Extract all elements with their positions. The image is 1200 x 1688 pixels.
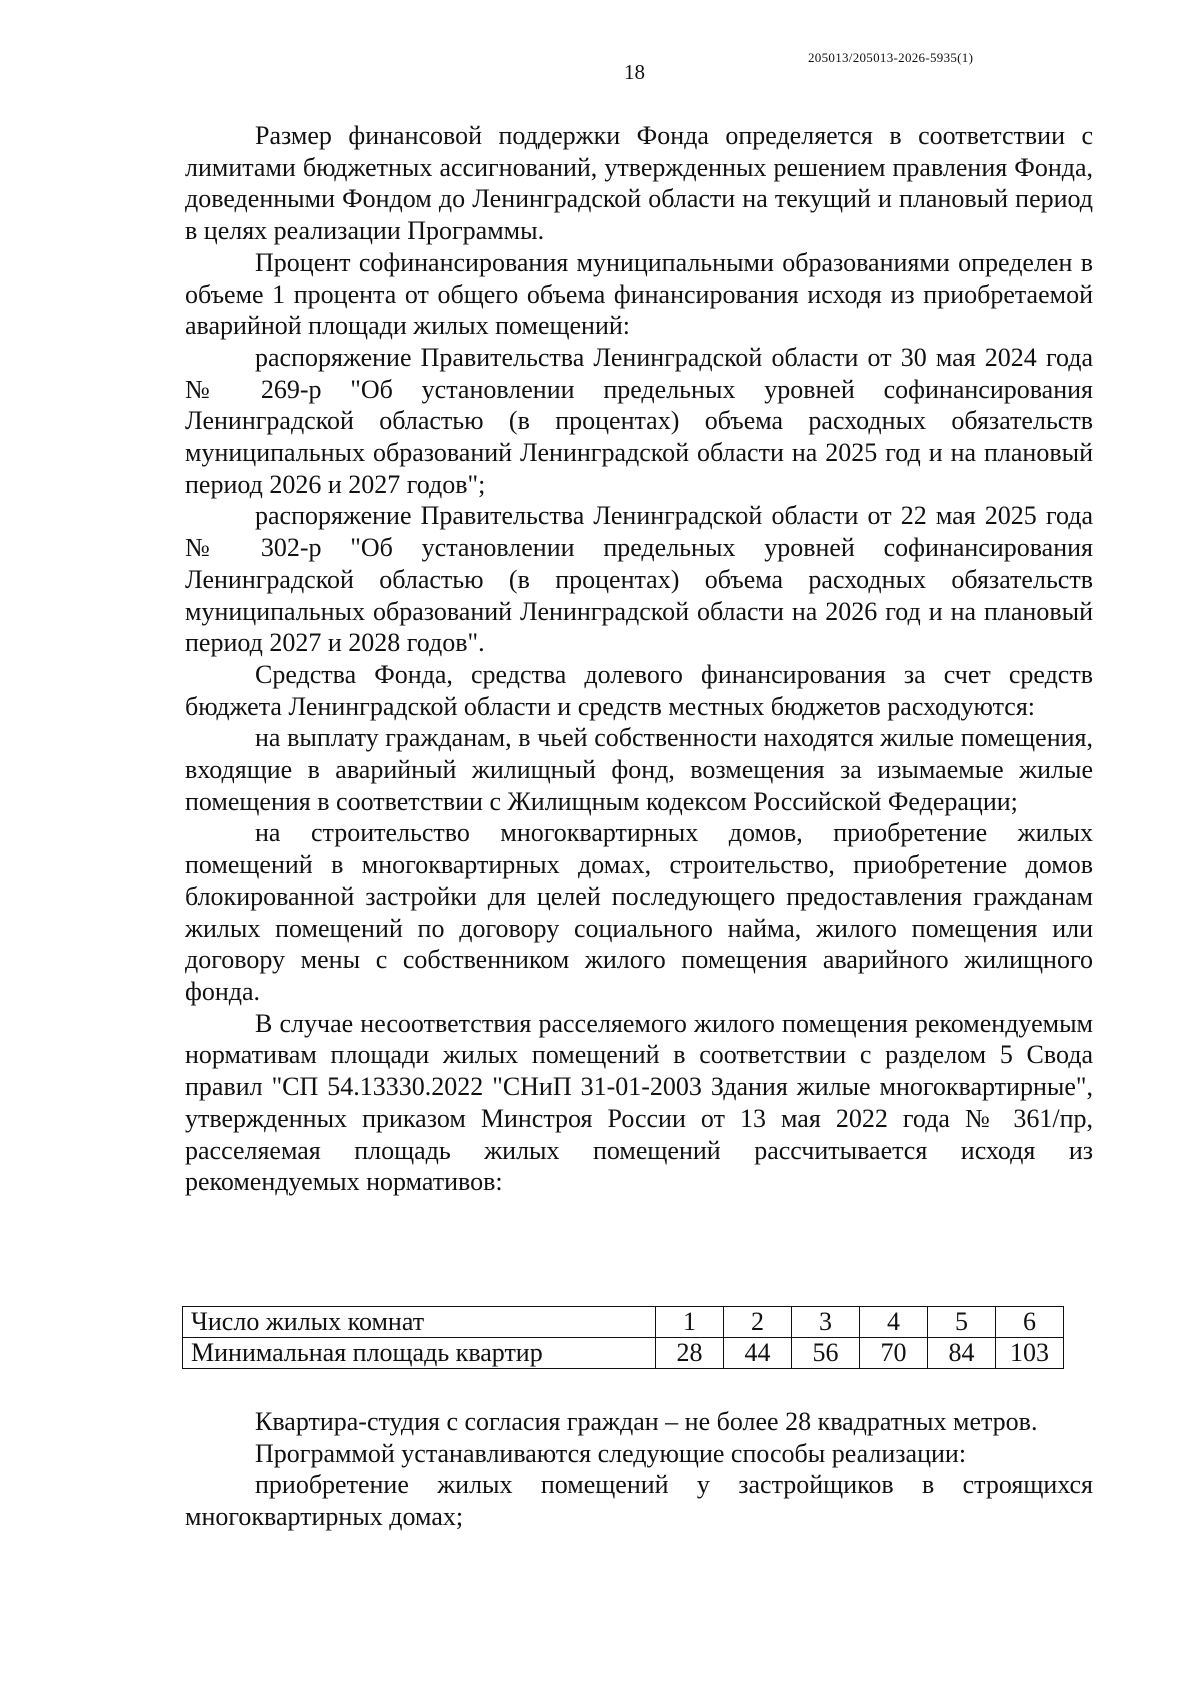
paragraph-order-2025: распоряжение Правительства Ленинградской области от 22 мая 2025 года № 302-р "Об установлении предельных уровней софинансирования Ленинградской областью (в процентах) объема расходных обязательств муниципальных образований Ленинградской области на 2026 год и на плановый период 2027 и 2028 годов". (185, 501, 1093, 658)
paragraph-fund-support: Размер финансовой поддержки Фонда определяется в соответствии с лимитами бюджетных ассигнований, утвержденных решением правления Фонда, доведенными Фондом до Ленинградской области на текущий и плановый период в целях реализации Программы. (185, 121, 1093, 246)
table-cell-rooms: 1 (656, 1307, 724, 1338)
paragraph-construction: на строительство многоквартирных домов, приобретение жилых помещений в многоквартирных домах, строительство, приобретение домов блокированной застройки для целей последующего предоставления гражданам жилых помещений по договору социального найма, жилого помещения или договору мены с собственником жилого помещения аварийного жилищного фонда. (185, 818, 1093, 1006)
table-cell-area: 70 (860, 1338, 928, 1369)
table-cell-area: 103 (996, 1338, 1064, 1369)
table-cell-rooms-label: Число жилых комнат (183, 1307, 656, 1338)
paragraph-compensation: на выплату гражданам, в чьей собственности находятся жилые помещения, входящие в аварийный жилищный фонд, возмещения за изымаемые жилые помещения в соответствии с Жилищным кодексом Российской Федерации; (185, 723, 1093, 816)
paragraph-order-2024: распоряжение Правительства Ленинградской области от 30 мая 2024 года № 269-р "Об установлении предельных уровней софинансирования Ленинградской областью (в процентах) объема расходных обязательств муниципальных образований Ленинградской области на 2025 год и на плановый период 2026 и 2027 годов"; (185, 342, 1093, 499)
table-cell-rooms: 2 (724, 1307, 792, 1338)
table-cell-area-label: Минимальная площадь квартир (183, 1338, 656, 1369)
table-cell-rooms: 3 (792, 1307, 860, 1338)
table-cell-rooms: 5 (928, 1307, 996, 1338)
table-cell-area: 84 (928, 1338, 996, 1369)
paragraph-cofinancing-percent: Процент софинансирования муниципальными образованиями определен в объеме 1 процента от общего объема финансирования исходя из приобретаемой аварийной площади жилых помещений: (185, 247, 1093, 341)
table-cell-area: 56 (792, 1338, 860, 1369)
table-cell-area: 44 (724, 1338, 792, 1369)
paragraph-implementation-methods: Программой устанавливаются следующие способы реализации: (255, 1438, 967, 1468)
table-row-min-area (183, 1338, 1064, 1369)
paragraph-purchase-from-developers: приобретение жилых помещений у застройщиков в строящихся многоквартирных домах; (185, 1470, 1093, 1532)
area-norms-table (182, 1306, 1064, 1369)
paragraph-area-norms: В случае несоответствия расселяемого жилого помещения рекомендуемым нормативам площади жилых помещений в соответствии с разделом 5 Свода правил "СП 54.13330.2022 "СНиП 31-01-2003 Здания жилые многоквартирные", утвержденных приказом Минстроя России от 13 мая 2022 года № 361/пр, расселяемая площадь жилых помещений рассчитывается исходя из рекомендуемых нормативов: (185, 1008, 1093, 1197)
document-registration-number: 205013/205013-2026-5935(1) (808, 50, 974, 65)
document-body (185, 120, 1093, 1198)
table-cell-area: 28 (656, 1338, 724, 1369)
table-cell-rooms: 4 (860, 1307, 928, 1338)
paragraph-fund-spending: Средства Фонда, средства долевого финансирования за счет средств бюджета Ленинградской области и средств местных бюджетов расходуются: (185, 659, 1093, 721)
page-number: 18 (624, 60, 645, 84)
paragraph-studio-limit: Квартира-студия с согласия граждан – не более 28 квадратных метров. (255, 1407, 1038, 1436)
table-cell-rooms: 6 (996, 1307, 1064, 1338)
document-body-after-table (185, 1406, 1093, 1533)
table-row-rooms (183, 1307, 1064, 1338)
area-norms-table-wrapper (182, 1306, 1064, 1369)
